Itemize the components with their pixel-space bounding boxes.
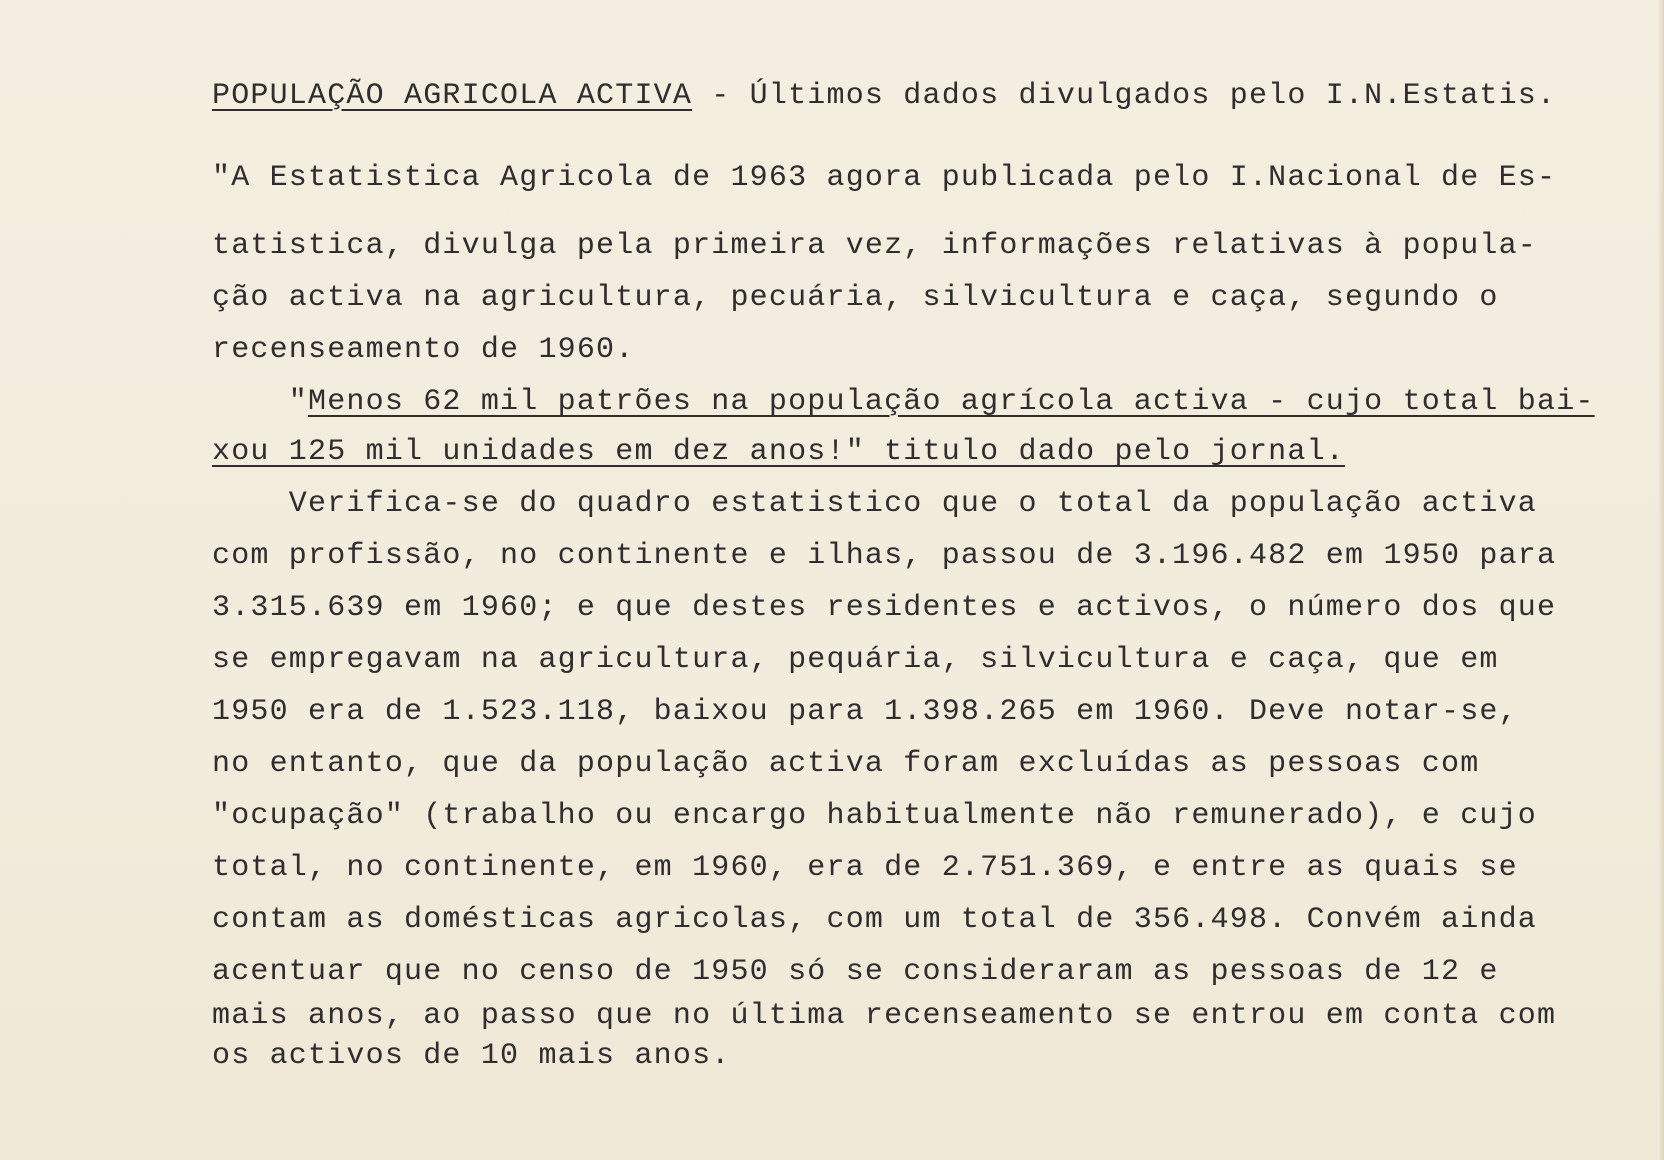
paragraph2-line: com profissão, no continente e ilhas, passou de 3.196.482 em 1950 para [212,539,1557,573]
paragraph2-line: total, no continente, em 1960, era de 2.751.369, e entre as quais se [212,851,1518,885]
paragraph2-line: 1950 era de 1.523.118, baixou para 1.398.265 em 1960. Deve notar-se, [212,695,1518,729]
paragraph2-line: se empregavam na agricultura, pequária, silvicultura e caça, que em [212,643,1499,677]
paragraph2-line: contam as domésticas agricolas, com um total de 356.498. Convém ainda [212,903,1538,937]
heading-rest: - Últimos dados divulgados pelo I.N.Estatis. [692,79,1557,113]
paragraph2-line: acentuar que no censo de 1950 só se consideraram as pessoas de 12 e [212,955,1499,989]
paragraph2-line: no entanto, que da população activa foram excluídas as pessoas com [212,747,1480,781]
document-heading [212,78,1556,114]
paragraph1-line: recenseamento de 1960. [212,333,635,367]
paragraph1-line: "A Estatistica Agricola de 1963 agora publicada pelo I.Nacional de Es- [212,161,1557,195]
paragraph2-line: mais anos, ao passo que no última recenseamento se entrou em conta com [212,999,1557,1033]
paragraph2-line: 3.315.639 em 1960; e que destes residentes e activos, o número dos que [212,591,1557,625]
paragraph2-line: "ocupação" (trabalho ou encargo habitualmente não remunerado), e cujo [212,799,1538,833]
quote-underlined-text: Menos 62 mil patrões na população agrícola activa - cujo total bai- [308,385,1595,419]
paragraph1-line: ção activa na agricultura, pecuária, silvicultura e caça, segundo o [212,281,1499,315]
paper-edge [1658,0,1664,1160]
quote-indent: " [212,385,309,419]
quote-line [212,434,1345,470]
paragraph2-line: Verifica-se do quadro estatistico que o total da população activa [212,487,1538,521]
quote-line [212,384,1595,420]
paragraph2-line: os activos de 10 mais anos. [212,1039,731,1073]
paragraph1-line: tatistica, divulga pela primeira vez, informações relativas à popula- [212,229,1538,263]
heading-underlined: POPULAÇÃO AGRICOLA ACTIVA [212,79,693,113]
quote-underlined-text: xou 125 mil unidades em dez anos!" titulo dado pelo jornal. [212,435,1345,469]
